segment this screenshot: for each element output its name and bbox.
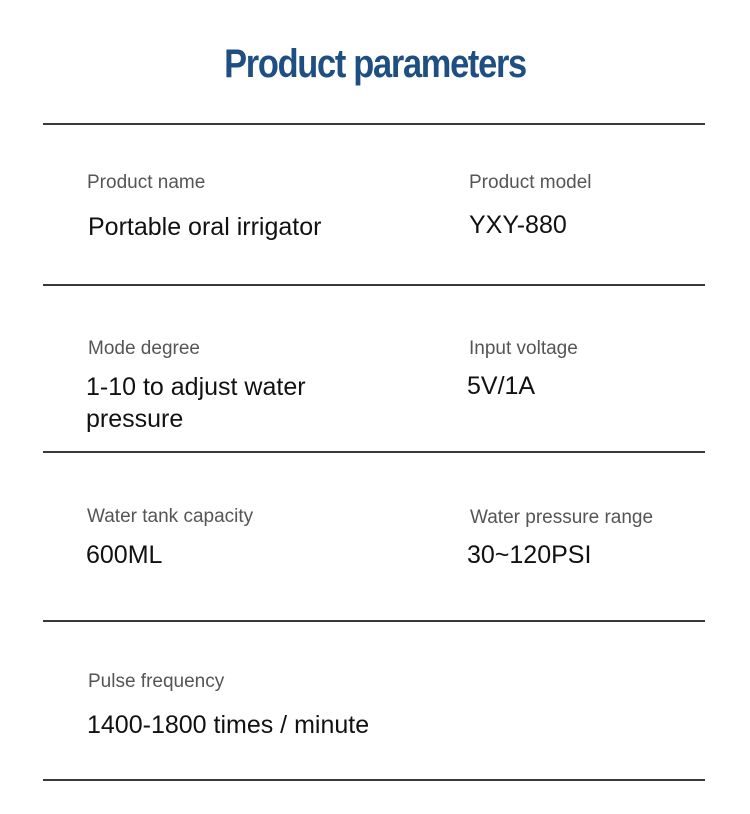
param-label-water-pressure-range: Water pressure range xyxy=(470,507,654,528)
param-value-pulse-frequency: 1400-1800 times / minute xyxy=(87,711,370,739)
param-value-product-name: Portable oral irrigator xyxy=(88,213,322,241)
param-label-mode-degree: Mode degree xyxy=(88,338,200,359)
divider xyxy=(43,779,705,781)
param-value-mode-degree: 1-10 to adjust water pressure xyxy=(86,373,306,433)
divider xyxy=(43,620,705,622)
divider xyxy=(43,451,705,453)
param-label-product-model: Product model xyxy=(469,172,592,193)
param-value-water-tank-capacity: 600ML xyxy=(86,541,163,569)
param-value-product-model: YXY-880 xyxy=(469,211,567,239)
divider xyxy=(43,284,705,286)
divider xyxy=(43,123,705,125)
param-value-input-voltage: 5V/1A xyxy=(467,372,536,400)
param-label-water-tank-capacity: Water tank capacity xyxy=(87,506,254,527)
param-label-product-name: Product name xyxy=(87,172,206,193)
page-title: Product parameters xyxy=(224,42,526,86)
param-label-pulse-frequency: Pulse frequency xyxy=(88,671,225,692)
param-value-water-pressure-range: 30~120PSI xyxy=(467,541,592,569)
param-label-input-voltage: Input voltage xyxy=(469,338,578,359)
